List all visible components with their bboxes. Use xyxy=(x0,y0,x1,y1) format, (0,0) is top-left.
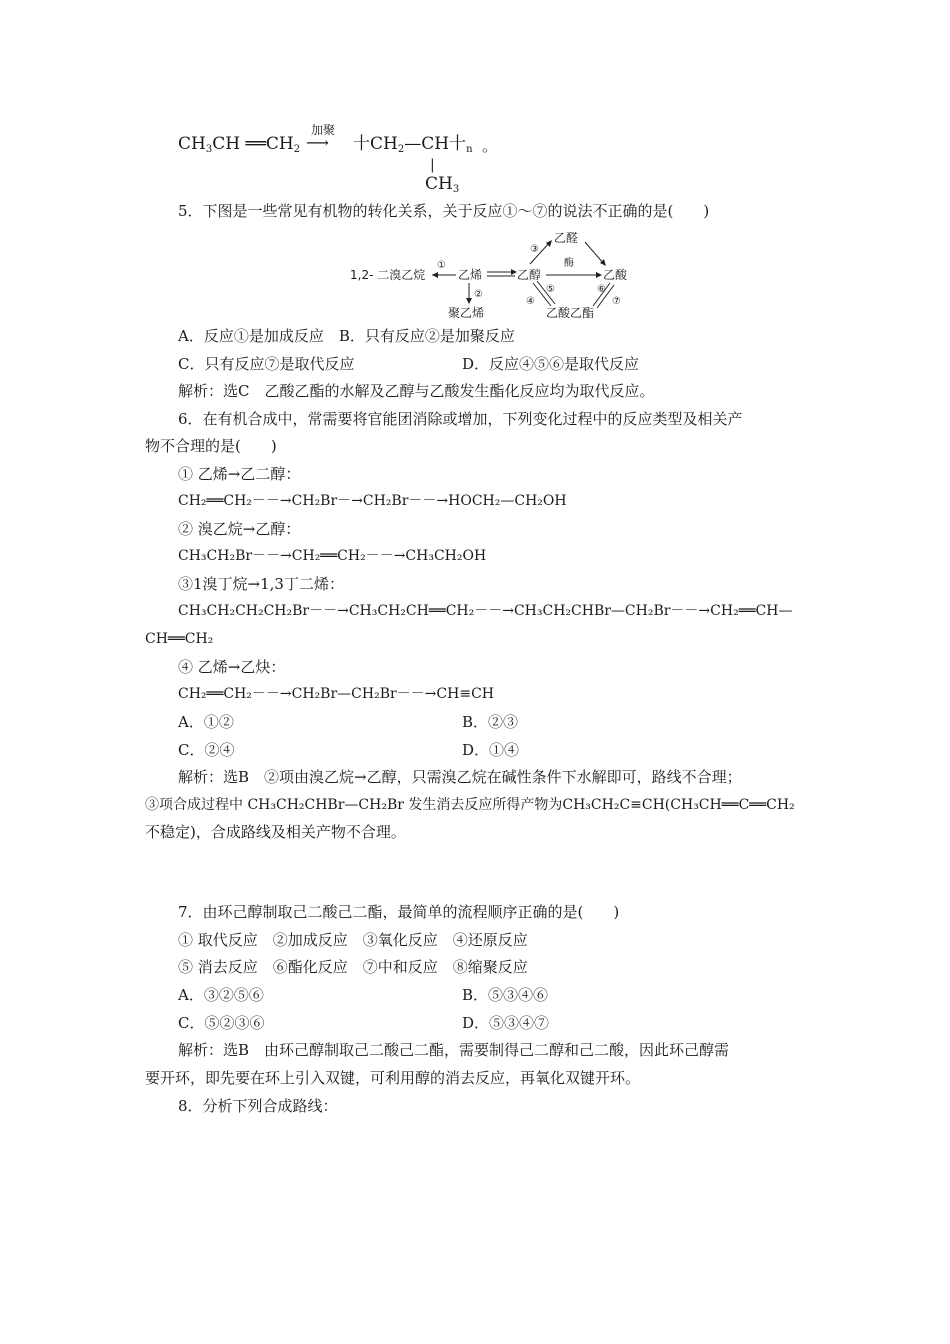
q6-option-d: D．①④ xyxy=(462,741,520,759)
q6-route4: CH₂══CH₂－－→CH₂Br—CH₂Br－－→CH≡CH xyxy=(178,686,494,702)
reactant-rest: CH ══CH xyxy=(212,134,294,154)
q6-analysis-line3: 不稳定)，合成路线及相关产物不合理。 xyxy=(145,823,406,841)
q5-option-a-b: A．反应①是加成反应 B．只有反应②是加聚反应 xyxy=(178,327,515,345)
q7-types-line2: ⑤ 消去反应 ⑥酯化反应 ⑦中和反应 ⑧缩聚反应 xyxy=(178,958,528,976)
node-ethanol: 乙醇 xyxy=(517,268,542,282)
q5-analysis: 解析：选C 乙酸乙酯的水解及乙醇与乙酸发生酯化反应均为取代反应。 xyxy=(178,382,655,400)
q7-stem: 7．由环己醇制取己二酸己二酯，最简单的流程顺序正确的是( ) xyxy=(178,903,620,921)
q6-route3-title: ③1溴丁烷→1,3丁二烯： xyxy=(178,575,344,593)
q6-option-b: B．②③ xyxy=(462,713,519,731)
node-acetaldehyde: 乙醛 xyxy=(554,231,579,245)
q5-option-c: C．只有反应⑦是取代反应 xyxy=(178,355,355,373)
q7-types-line1: ① 取代反应 ②加成反应 ③氧化反应 ④还原反应 xyxy=(178,931,528,949)
label-6: ⑥ xyxy=(597,284,606,295)
q6-analysis-line1: 解析：选B ②项由溴乙烷→乙醇，只需溴乙烷在碱性条件下水解即可，路线不合理； xyxy=(178,768,742,786)
q6-route1-title: ① 乙烯→乙二醇： xyxy=(178,465,301,483)
arrow-label: 加聚 xyxy=(311,123,336,137)
q6-route4-title: ④ 乙烯→乙炔： xyxy=(178,658,286,676)
q7-option-a: A．③②⑤⑥ xyxy=(178,986,264,1004)
node-acetic-acid: 乙酸 xyxy=(603,268,628,282)
reactant: CH xyxy=(178,134,206,154)
q6-route2-title: ② 溴乙烷→乙醇： xyxy=(178,520,301,538)
label-7: ⑦ xyxy=(612,296,621,307)
q6-stem-line1: 6．在有机合成中，常需要将官能团消除或增加，下列变化过程中的反应类型及相关产 xyxy=(178,410,743,428)
node-ethyl-acetate: 乙酸乙酯 xyxy=(546,306,595,320)
q6-route3-line1: CH₃CH₂CH₂CH₂Br－－→CH₃CH₂CH══CH₂－－→CH₃CH₂CHBr—CH₂Br－－→CH₂══CH— xyxy=(178,603,793,619)
label-4: ④ xyxy=(526,296,535,307)
arrow-aldehyde-acid xyxy=(585,242,604,264)
q6-option-a: A．①② xyxy=(178,713,234,731)
polymerization-equation: $CH_3CH$ $══CH_2$ xyxy=(178,134,301,155)
q7-analysis-line2: 要开环，即先要在环上引入双键，可利用醇的消去反应，再氧化双键开环。 xyxy=(145,1069,641,1087)
polymer-branch: $CH_3$ xyxy=(425,174,460,195)
polymer-branch-bond: | xyxy=(430,157,435,173)
q5-option-d: D．反应④⑤⑥是取代反应 xyxy=(462,355,640,373)
q5-stem: 5．下图是一些常见有机物的转化关系，关于反应①～⑦的说法不正确的是( ) xyxy=(178,202,710,220)
label-2: ② xyxy=(474,289,483,300)
node-polyethylene: 聚乙烯 xyxy=(448,306,485,320)
q6-analysis-line2: ③项合成过程中 CH₃CH₂CHBr—CH₂Br 发生消去反应所得产物为CH₃CH₂C≡CH(CH₃CH══C══CH₂ xyxy=(145,797,795,813)
polymer-product: ⼗$CH_2—CH$⼗$_n$ xyxy=(353,134,473,155)
formula-period: 。 xyxy=(482,137,498,155)
q7-option-c: C．⑤②③⑥ xyxy=(178,1014,265,1032)
reaction-arrow: ⟶ xyxy=(306,133,329,152)
q6-stem-line2: 物不合理的是( ) xyxy=(145,437,277,455)
q7-option-d: D．⑤③④⑦ xyxy=(462,1014,550,1032)
label-5: ⑤ xyxy=(546,284,555,295)
q6-route2: CH₃CH₂Br－－→CH₂══CH₂－－→CH₃CH₂OH xyxy=(178,548,487,564)
label-enzyme: 酶 xyxy=(564,258,574,269)
q8-stem: 8．分析下列合成路线： xyxy=(178,1097,338,1115)
q6-route1: CH₂══CH₂－－→CH₂Br－→CH₂Br－－→HOCH₂—CH₂OH xyxy=(178,493,567,509)
node-ethene: 乙烯 xyxy=(458,268,483,282)
label-3: ③ xyxy=(530,244,539,255)
label-1: ① xyxy=(437,260,446,271)
conversion-diagram xyxy=(350,226,650,322)
q6-route3-line2: CH══CH₂ xyxy=(145,631,214,647)
q6-option-c: C．②④ xyxy=(178,741,235,759)
q7-analysis-line1: 解析：选B 由环己醇制取己二酸己二酯，需要制得己二醇和己二酸，因此环己醇需 xyxy=(178,1041,730,1059)
q7-option-b: B．⑤③④⑥ xyxy=(462,986,549,1004)
node-dibromoethane: 1,2- 二溴乙烷 xyxy=(350,268,426,282)
